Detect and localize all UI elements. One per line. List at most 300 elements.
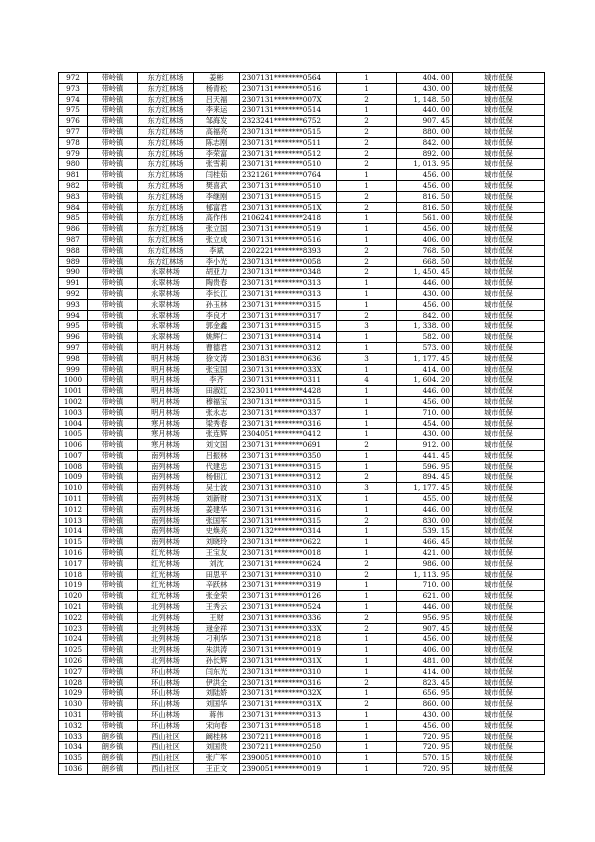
row-number-cell: 972 [59, 73, 88, 84]
row-number-cell: 974 [59, 94, 88, 105]
unit-cell: 环山林场 [138, 677, 194, 688]
category-cell: 城市低保 [453, 602, 545, 613]
household-size-cell: 1 [337, 224, 397, 235]
unit-cell: 南列林场 [138, 494, 194, 505]
household-size-cell: 1 [337, 461, 397, 472]
row-number-cell: 1036 [59, 764, 88, 775]
id-number-cell: 2304051********0412 [240, 429, 337, 440]
household-size-cell: 2 [337, 116, 397, 127]
unit-cell: 永翠林场 [138, 310, 194, 321]
unit-cell: 明月林场 [138, 396, 194, 407]
id-number-cell: 2307131********0512 [240, 148, 337, 159]
town-cell: 带岭镇 [88, 342, 138, 353]
table-row [59, 494, 545, 505]
household-size-cell: 1 [337, 386, 397, 397]
table-row [59, 591, 545, 602]
row-number-cell: 1016 [59, 548, 88, 559]
name-cell: 吕天福 [194, 94, 240, 105]
name-cell: 史焕亮 [194, 526, 240, 537]
household-size-cell: 2 [337, 569, 397, 580]
id-number-cell: 2307131********0311 [240, 375, 337, 386]
table-row [59, 256, 545, 267]
town-cell: 带岭镇 [88, 526, 138, 537]
town-cell: 带岭镇 [88, 440, 138, 451]
table-row [59, 126, 545, 137]
row-number-cell: 1004 [59, 418, 88, 429]
amount-cell: 842. 00 [397, 137, 453, 148]
household-size-cell: 1 [337, 548, 397, 559]
amount-cell: 907. 45 [397, 116, 453, 127]
unit-cell: 红光林场 [138, 569, 194, 580]
category-cell: 城市低保 [453, 386, 545, 397]
amount-cell: 720. 95 [397, 731, 453, 742]
id-number-cell: 2307131********0058 [240, 256, 337, 267]
amount-cell: 986. 00 [397, 558, 453, 569]
table-row [59, 105, 545, 116]
row-number-cell: 1008 [59, 461, 88, 472]
table-row [59, 558, 545, 569]
category-cell: 城市低保 [453, 202, 545, 213]
id-number-cell: 2307131********0524 [240, 602, 337, 613]
town-cell: 带岭镇 [88, 126, 138, 137]
name-cell: 梁秀春 [194, 418, 240, 429]
category-cell: 城市低保 [453, 267, 545, 278]
table-row [59, 234, 545, 245]
town-cell: 朗乡镇 [88, 764, 138, 775]
row-number-cell: 985 [59, 213, 88, 224]
name-cell: 张连辉 [194, 429, 240, 440]
amount-cell: 720. 95 [397, 742, 453, 753]
name-cell: 张广军 [194, 753, 240, 764]
category-cell: 城市低保 [453, 137, 545, 148]
id-number-cell: 2307131********0312 [240, 472, 337, 483]
category-cell: 城市低保 [453, 256, 545, 267]
category-cell: 城市低保 [453, 699, 545, 710]
category-cell: 城市低保 [453, 764, 545, 775]
id-number-cell: 2307131********031X [240, 699, 337, 710]
category-cell: 城市低保 [453, 407, 545, 418]
id-number-cell: 2307131********0316 [240, 504, 337, 515]
amount-cell: 956. 95 [397, 612, 453, 623]
town-cell: 带岭镇 [88, 666, 138, 677]
name-cell: 徐文涛 [194, 353, 240, 364]
unit-cell: 东方红林场 [138, 94, 194, 105]
category-cell: 城市低保 [453, 710, 545, 721]
id-number-cell: 2323011********4428 [240, 386, 337, 397]
name-cell: 李齐 [194, 375, 240, 386]
row-number-cell: 1019 [59, 580, 88, 591]
amount-cell: 414. 00 [397, 364, 453, 375]
id-number-cell: 2307131********0315 [240, 515, 337, 526]
household-size-cell: 2 [337, 267, 397, 278]
table-row [59, 278, 545, 289]
household-size-cell: 1 [337, 73, 397, 84]
category-cell: 城市低保 [453, 353, 545, 364]
name-cell: 刁利华 [194, 634, 240, 645]
unit-cell: 东方红林场 [138, 137, 194, 148]
unit-cell: 永翠林场 [138, 332, 194, 343]
town-cell: 带岭镇 [88, 267, 138, 278]
town-cell: 带岭镇 [88, 688, 138, 699]
amount-cell: 456. 00 [397, 396, 453, 407]
unit-cell: 西山社区 [138, 764, 194, 775]
town-cell: 带岭镇 [88, 461, 138, 472]
table-row [59, 418, 545, 429]
category-cell: 城市低保 [453, 753, 545, 764]
unit-cell: 明月林场 [138, 375, 194, 386]
amount-cell: 1, 450. 45 [397, 267, 453, 278]
unit-cell: 东方红林场 [138, 148, 194, 159]
id-number-cell: 2307131********0336 [240, 612, 337, 623]
table-row [59, 764, 545, 775]
town-cell: 带岭镇 [88, 569, 138, 580]
row-number-cell: 1005 [59, 429, 88, 440]
household-size-cell: 2 [337, 699, 397, 710]
town-cell: 带岭镇 [88, 299, 138, 310]
name-cell: 姜彬 [194, 73, 240, 84]
amount-cell: 430. 00 [397, 83, 453, 94]
category-cell: 城市低保 [453, 645, 545, 656]
category-cell: 城市低保 [453, 504, 545, 515]
unit-cell: 东方红林场 [138, 191, 194, 202]
category-cell: 城市低保 [453, 364, 545, 375]
amount-cell: 596. 95 [397, 461, 453, 472]
town-cell: 带岭镇 [88, 429, 138, 440]
name-cell: 曹德君 [194, 342, 240, 353]
table-row [59, 245, 545, 256]
town-cell: 带岭镇 [88, 73, 138, 84]
row-number-cell: 1018 [59, 569, 88, 580]
row-number-cell: 988 [59, 245, 88, 256]
id-number-cell: 2390051********0010 [240, 753, 337, 764]
household-size-cell: 2 [337, 612, 397, 623]
town-cell: 带岭镇 [88, 699, 138, 710]
name-cell: 刘新财 [194, 494, 240, 505]
id-number-cell: 2307131********033X [240, 623, 337, 634]
amount-cell: 421. 00 [397, 548, 453, 559]
town-cell: 带岭镇 [88, 245, 138, 256]
category-cell: 城市低保 [453, 83, 545, 94]
household-size-cell: 1 [337, 666, 397, 677]
town-cell: 带岭镇 [88, 278, 138, 289]
amount-cell: 406. 00 [397, 234, 453, 245]
household-size-cell: 1 [337, 407, 397, 418]
table-row [59, 94, 545, 105]
town-cell: 带岭镇 [88, 558, 138, 569]
town-cell: 带岭镇 [88, 180, 138, 191]
category-cell: 城市低保 [453, 580, 545, 591]
household-size-cell: 2 [337, 245, 397, 256]
amount-cell: 860. 00 [397, 699, 453, 710]
category-cell: 城市低保 [453, 666, 545, 677]
table-row [59, 677, 545, 688]
town-cell: 带岭镇 [88, 234, 138, 245]
town-cell: 带岭镇 [88, 591, 138, 602]
household-size-cell: 1 [337, 731, 397, 742]
town-cell: 带岭镇 [88, 170, 138, 181]
table-row [59, 688, 545, 699]
amount-cell: 456. 00 [397, 299, 453, 310]
household-size-cell: 2 [337, 677, 397, 688]
name-cell: 朱洪涛 [194, 645, 240, 656]
amount-cell: 481. 00 [397, 656, 453, 667]
id-number-cell: 2106241********2418 [240, 213, 337, 224]
name-cell: 田淑红 [194, 386, 240, 397]
row-number-cell: 1013 [59, 515, 88, 526]
id-number-cell: 2307131********0519 [240, 224, 337, 235]
name-cell: 逯金祥 [194, 623, 240, 634]
category-cell: 城市低保 [453, 105, 545, 116]
row-number-cell: 1021 [59, 602, 88, 613]
amount-cell: 582. 00 [397, 332, 453, 343]
table-row [59, 720, 545, 731]
category-cell: 城市低保 [453, 310, 545, 321]
category-cell: 城市低保 [453, 526, 545, 537]
row-number-cell: 1024 [59, 634, 88, 645]
row-number-cell: 1017 [59, 558, 88, 569]
unit-cell: 南列林场 [138, 483, 194, 494]
table-row [59, 612, 545, 623]
amount-cell: 816. 50 [397, 191, 453, 202]
table-row [59, 364, 545, 375]
unit-cell: 永翠林场 [138, 321, 194, 332]
unit-cell: 西山社区 [138, 753, 194, 764]
name-cell: 穆福宝 [194, 396, 240, 407]
table-body [59, 73, 545, 775]
amount-cell: 441. 45 [397, 450, 453, 461]
amount-cell: 539. 15 [397, 526, 453, 537]
amount-cell: 1, 177. 45 [397, 353, 453, 364]
unit-cell: 东方红林场 [138, 83, 194, 94]
category-cell: 城市低保 [453, 213, 545, 224]
table-row [59, 299, 545, 310]
category-cell: 城市低保 [453, 288, 545, 299]
name-cell: 吴士波 [194, 483, 240, 494]
id-number-cell: 2307131********0516 [240, 234, 337, 245]
table-row [59, 83, 545, 94]
unit-cell: 西山社区 [138, 731, 194, 742]
category-cell: 城市低保 [453, 224, 545, 235]
town-cell: 带岭镇 [88, 94, 138, 105]
name-cell: 刘晓玲 [194, 537, 240, 548]
id-number-cell: 2307211********0018 [240, 731, 337, 742]
table-row [59, 526, 545, 537]
category-cell: 城市低保 [453, 569, 545, 580]
unit-cell: 明月林场 [138, 364, 194, 375]
id-number-cell: 2307131********0310 [240, 666, 337, 677]
household-size-cell: 2 [337, 126, 397, 137]
name-cell: 郁富君 [194, 202, 240, 213]
row-number-cell: 1002 [59, 396, 88, 407]
id-number-cell: 2307131********0316 [240, 677, 337, 688]
amount-cell: 830. 00 [397, 515, 453, 526]
table-row [59, 710, 545, 721]
name-cell: 张立国 [194, 224, 240, 235]
unit-cell: 永翠林场 [138, 267, 194, 278]
name-cell: 闫桂茹 [194, 170, 240, 181]
amount-cell: 404. 00 [397, 73, 453, 84]
table-row [59, 332, 545, 343]
amount-cell: 573. 00 [397, 342, 453, 353]
household-size-cell: 2 [337, 148, 397, 159]
row-number-cell: 982 [59, 180, 88, 191]
name-cell: 张立成 [194, 234, 240, 245]
household-size-cell: 1 [337, 213, 397, 224]
amount-cell: 446. 00 [397, 602, 453, 613]
category-cell: 城市低保 [453, 73, 545, 84]
id-number-cell: 2307131********033X [240, 364, 337, 375]
unit-cell: 永翠林场 [138, 278, 194, 289]
name-cell: 刘陆娇 [194, 688, 240, 699]
unit-cell: 寒月林场 [138, 418, 194, 429]
name-cell: 杨青松 [194, 83, 240, 94]
category-cell: 城市低保 [453, 180, 545, 191]
category-cell: 城市低保 [453, 677, 545, 688]
household-size-cell: 3 [337, 483, 397, 494]
category-cell: 城市低保 [453, 321, 545, 332]
row-number-cell: 1023 [59, 623, 88, 634]
name-cell: 王宝友 [194, 548, 240, 559]
household-size-cell: 2 [337, 558, 397, 569]
household-size-cell: 2 [337, 515, 397, 526]
category-cell: 城市低保 [453, 396, 545, 407]
row-number-cell: 997 [59, 342, 88, 353]
town-cell: 带岭镇 [88, 634, 138, 645]
id-number-cell: 2307131********0622 [240, 537, 337, 548]
name-cell: 阚桂林 [194, 731, 240, 742]
amount-cell: 894. 45 [397, 472, 453, 483]
name-cell: 陶贵春 [194, 278, 240, 289]
id-number-cell: 2307131********0312 [240, 342, 337, 353]
unit-cell: 明月林场 [138, 353, 194, 364]
name-cell: 张永志 [194, 407, 240, 418]
id-number-cell: 2307131********0314 [240, 332, 337, 343]
table-row [59, 137, 545, 148]
category-cell: 城市低保 [453, 472, 545, 483]
town-cell: 朗乡镇 [88, 742, 138, 753]
unit-cell: 红光林场 [138, 591, 194, 602]
town-cell: 带岭镇 [88, 612, 138, 623]
table-row [59, 656, 545, 667]
row-number-cell: 1022 [59, 612, 88, 623]
name-cell: 李长江 [194, 288, 240, 299]
table-row [59, 537, 545, 548]
table-row [59, 483, 545, 494]
household-size-cell: 1 [337, 526, 397, 537]
household-size-cell: 1 [337, 83, 397, 94]
amount-cell: 466. 45 [397, 537, 453, 548]
table-row [59, 386, 545, 397]
id-number-cell: 2307131********0564 [240, 73, 337, 84]
category-cell: 城市低保 [453, 159, 545, 170]
row-number-cell: 1035 [59, 753, 88, 764]
category-cell: 城市低保 [453, 742, 545, 753]
amount-cell: 1, 604. 20 [397, 375, 453, 386]
amount-cell: 456. 00 [397, 634, 453, 645]
name-cell: 王秀云 [194, 602, 240, 613]
table-row [59, 580, 545, 591]
table-row [59, 224, 545, 235]
household-size-cell: 1 [337, 720, 397, 731]
household-size-cell: 2 [337, 191, 397, 202]
unit-cell: 东方红林场 [138, 73, 194, 84]
id-number-cell: 2307131********0515 [240, 126, 337, 137]
relief-roster-table [58, 72, 545, 775]
unit-cell: 东方红林场 [138, 116, 194, 127]
row-number-cell: 989 [59, 256, 88, 267]
amount-cell: 668. 50 [397, 256, 453, 267]
row-number-cell: 998 [59, 353, 88, 364]
town-cell: 带岭镇 [88, 483, 138, 494]
unit-cell: 明月林场 [138, 386, 194, 397]
row-number-cell: 987 [59, 234, 88, 245]
household-size-cell: 2 [337, 440, 397, 451]
town-cell: 带岭镇 [88, 202, 138, 213]
unit-cell: 红光林场 [138, 558, 194, 569]
amount-cell: 1, 113. 95 [397, 569, 453, 580]
name-cell: 樊喜武 [194, 180, 240, 191]
name-cell: 陈志刚 [194, 137, 240, 148]
row-number-cell: 999 [59, 364, 88, 375]
household-size-cell: 1 [337, 234, 397, 245]
row-number-cell: 991 [59, 278, 88, 289]
town-cell: 带岭镇 [88, 537, 138, 548]
table-row [59, 116, 545, 127]
amount-cell: 720. 95 [397, 764, 453, 775]
town-cell: 带岭镇 [88, 386, 138, 397]
table-row [59, 699, 545, 710]
town-cell: 带岭镇 [88, 407, 138, 418]
category-cell: 城市低保 [453, 720, 545, 731]
name-cell: 辛跃林 [194, 580, 240, 591]
town-cell: 带岭镇 [88, 332, 138, 343]
id-number-cell: 2307131********031X [240, 656, 337, 667]
town-cell: 带岭镇 [88, 191, 138, 202]
table-row [59, 472, 545, 483]
id-number-cell: 2307131********0518 [240, 720, 337, 731]
name-cell: 姚辉仁 [194, 332, 240, 343]
row-number-cell: 1033 [59, 731, 88, 742]
unit-cell: 环山林场 [138, 666, 194, 677]
town-cell: 带岭镇 [88, 310, 138, 321]
household-size-cell: 1 [337, 299, 397, 310]
household-size-cell: 1 [337, 645, 397, 656]
table-row [59, 602, 545, 613]
name-cell: 张雪莉 [194, 159, 240, 170]
table-row [59, 548, 545, 559]
row-number-cell: 1007 [59, 450, 88, 461]
row-number-cell: 1012 [59, 504, 88, 515]
amount-cell: 656. 95 [397, 688, 453, 699]
amount-cell: 892. 00 [397, 148, 453, 159]
id-number-cell: 2307131********0337 [240, 407, 337, 418]
unit-cell: 永翠林场 [138, 288, 194, 299]
household-size-cell: 2 [337, 94, 397, 105]
unit-cell: 红光林场 [138, 548, 194, 559]
amount-cell: 456. 00 [397, 224, 453, 235]
id-number-cell: 2307131********0315 [240, 321, 337, 332]
town-cell: 带岭镇 [88, 418, 138, 429]
unit-cell: 南列林场 [138, 537, 194, 548]
name-cell: 刘国贵 [194, 742, 240, 753]
town-cell: 带岭镇 [88, 116, 138, 127]
id-number-cell: 2307131********0510 [240, 159, 337, 170]
category-cell: 城市低保 [453, 688, 545, 699]
unit-cell: 南列林场 [138, 515, 194, 526]
category-cell: 城市低保 [453, 494, 545, 505]
unit-cell: 南列林场 [138, 450, 194, 461]
unit-cell: 南列林场 [138, 504, 194, 515]
